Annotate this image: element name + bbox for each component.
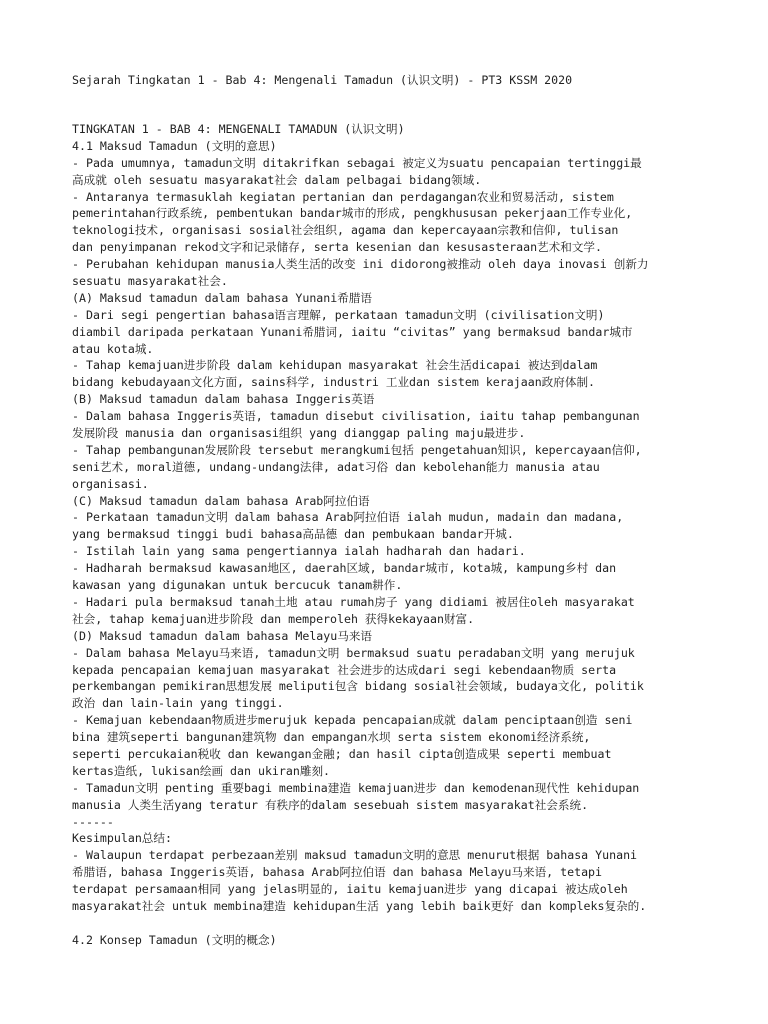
document-body	[72, 121, 712, 949]
text-line: (D) Maksud tamadun dalam bahasa Melayu马来语	[72, 628, 373, 643]
text-line: dan penyimpanan rekod文字和记录储存, serta kesenian dan kesusasteraan艺术和文学.	[72, 240, 603, 255]
text-line: atau kota城.	[72, 341, 154, 356]
text-line: 发展阶段 manusia dan organisasi组织 yang dianggap paling maju最进步.	[72, 426, 526, 441]
text-line: organisasi.	[72, 476, 149, 491]
text-line: seni艺术, moral道德, undang-undang法律, adat习俗 dan kebolehan能力 manusia atau	[72, 459, 600, 474]
text-line: manusia 人类生活yang teratur 有秩序的dalam sesebuah sistem masyarakat社会系统.	[72, 797, 589, 812]
text-line: - Dalam bahasa Inggeris英语, tamadun disebut civilisation, iaitu tahap pembangunan	[72, 409, 640, 424]
text-line: kawasan yang digunakan untuk bercucuk tanam耕作.	[72, 578, 403, 593]
blank-line	[72, 915, 712, 932]
text-line: seperti percukaian税收 dan kewangan金融; dan hasil cipta创造成果 seperti membuat	[72, 746, 612, 761]
text-line: - Hadari pula bermaksud tanah土地 atau rumah房子 yang didiami 被居住oleh masyarakat	[72, 594, 635, 609]
text-line: 希腊语, bahasa Inggeris英语, bahasa Arab阿拉伯语 dan bahasa Melayu马来语, tetapi	[72, 865, 603, 880]
text-line: - Hadharah bermaksud kawasan地区, daerah区域, bandar城市, kota城, kampung乡村 dan	[72, 561, 617, 576]
text-line: 高成就 oleh sesuatu masyarakat社会 dalam pelbagai bidang领域.	[72, 172, 482, 187]
text-line: perkembangan pemikiran思想发展 meliputi包含 bidang sosial社会领域, budaya文化, politik	[72, 679, 644, 694]
text-line: Kesimpulan总结:	[72, 831, 172, 846]
text-line: kertas造纸, lukisan绘画 dan ukiran雕刻.	[72, 763, 331, 778]
text-line: 社会, tahap kemajuan进步阶段 dan memperoleh 获得kekayaan财富.	[72, 611, 475, 626]
text-line: - Tamadun文明 penting 重要bagi membina建造 kemajuan进步 dan kemodenan现代性 kehidupan	[72, 780, 640, 795]
text-line: 4.1 Maksud Tamadun (文明的意思)	[72, 138, 277, 153]
text-line: - Dari segi pengertian bahasa语言理解, perkataan tamadun文明 (civilisation文明)	[72, 307, 605, 322]
text-line: - Perubahan kehidupan manusia人类生活的改变 ini didorong被推动 oleh daya inovasi 创新力	[72, 257, 649, 272]
text-line: 4.2 Konsep Tamadun (文明的概念)	[72, 932, 277, 947]
text-line: - Walaupun terdapat perbezaan差别 maksud tamadun文明的意思 menurut根据 bahasa Yunani	[72, 848, 638, 863]
text-line: masyarakat社会 untuk membina建造 kehidupan生活 yang lebih baik更好 dan kompleks复杂的.	[72, 898, 647, 913]
text-line: bina 建筑seperti bangunan建筑物 dan empangan水坝 serta sistem ekonomi经济系统,	[72, 730, 591, 745]
text-line: (B) Maksud tamadun dalam bahasa Inggeris英语	[72, 392, 375, 407]
text-line: - Antaranya termasuklah kegiatan pertanian dan perdagangan农业和贸易活动, sistem	[72, 189, 614, 204]
document-title: Sejarah Tingkatan 1 - Bab 4: Mengenali Tamadun (认识文明) - PT3 KSSM 2020	[72, 73, 573, 87]
text-line: TINGKATAN 1 - BAB 4: MENGENALI TAMADUN (认识文明)	[72, 122, 405, 136]
document-page	[72, 72, 712, 949]
text-line: - Tahap kemajuan进步阶段 dalam kehidupan masyarakat 社会生活dicapai 被达到dalam	[72, 358, 598, 373]
text-line: sesuatu masyarakat社会.	[72, 274, 228, 289]
text-line: - Istilah lain yang sama pengertiannya ialah hadharah dan hadari.	[72, 544, 526, 559]
text-line: - Tahap pembangunan发展阶段 tersebut merangkumi包括 pengetahuan知识, kepercayaan信仰,	[72, 442, 642, 457]
text-line: - Kemajuan kebendaan物质进步merujuk kepada pencapaian成就 dalam penciptaan创造 seni	[72, 713, 633, 728]
text-line: - Dalam bahasa Melayu马来语, tamadun文明 bermaksud suatu peradaban文明 yang merujuk	[72, 645, 635, 660]
text-line: (A) Maksud tamadun dalam bahasa Yunani希腊语	[72, 290, 373, 305]
text-line: yang bermaksud tinggi budi bahasa高品德 dan pembukaan bandar开城.	[72, 527, 514, 542]
text-line: (C) Maksud tamadun dalam bahasa Arab阿拉伯语	[72, 493, 370, 508]
text-line: kepada pencapaian kemajuan masyarakat 社会进步的达成dari segi kebendaan物质 serta	[72, 662, 617, 677]
text-line: pemerintahan行政系统, pembentukan bandar城市的形成, pengkhususan pekerjaan工作专业化,	[72, 206, 633, 221]
text-line: bidang kebudayaan文化方面, sains科学, industri 工业dan sistem kerajaan政府体制.	[72, 375, 596, 390]
text-line: 政治 dan lain-lain yang tinggi.	[72, 696, 284, 711]
text-line: - Pada umumnya, tamadun文明 ditakrifkan sebagai 被定义为suatu pencapaian tertinggi最	[72, 155, 642, 170]
text-line: ------	[72, 814, 114, 829]
text-line: diambil daripada perkataan Yunani希腊词, iaitu “civitas” yang bermaksud bandar城市	[72, 324, 633, 339]
text-line: terdapat persamaan相同 yang jelas明显的, iaitu kemajuan进步 yang dicapai 被达成oleh	[72, 882, 628, 897]
text-line: teknologi技术, organisasi sosial社会组织, agama dan kepercayaan宗教和信仰, tulisan	[72, 223, 619, 238]
text-line: - Perkataan tamadun文明 dalam bahasa Arab阿拉伯语 ialah mudun, madain dan madana,	[72, 510, 624, 525]
